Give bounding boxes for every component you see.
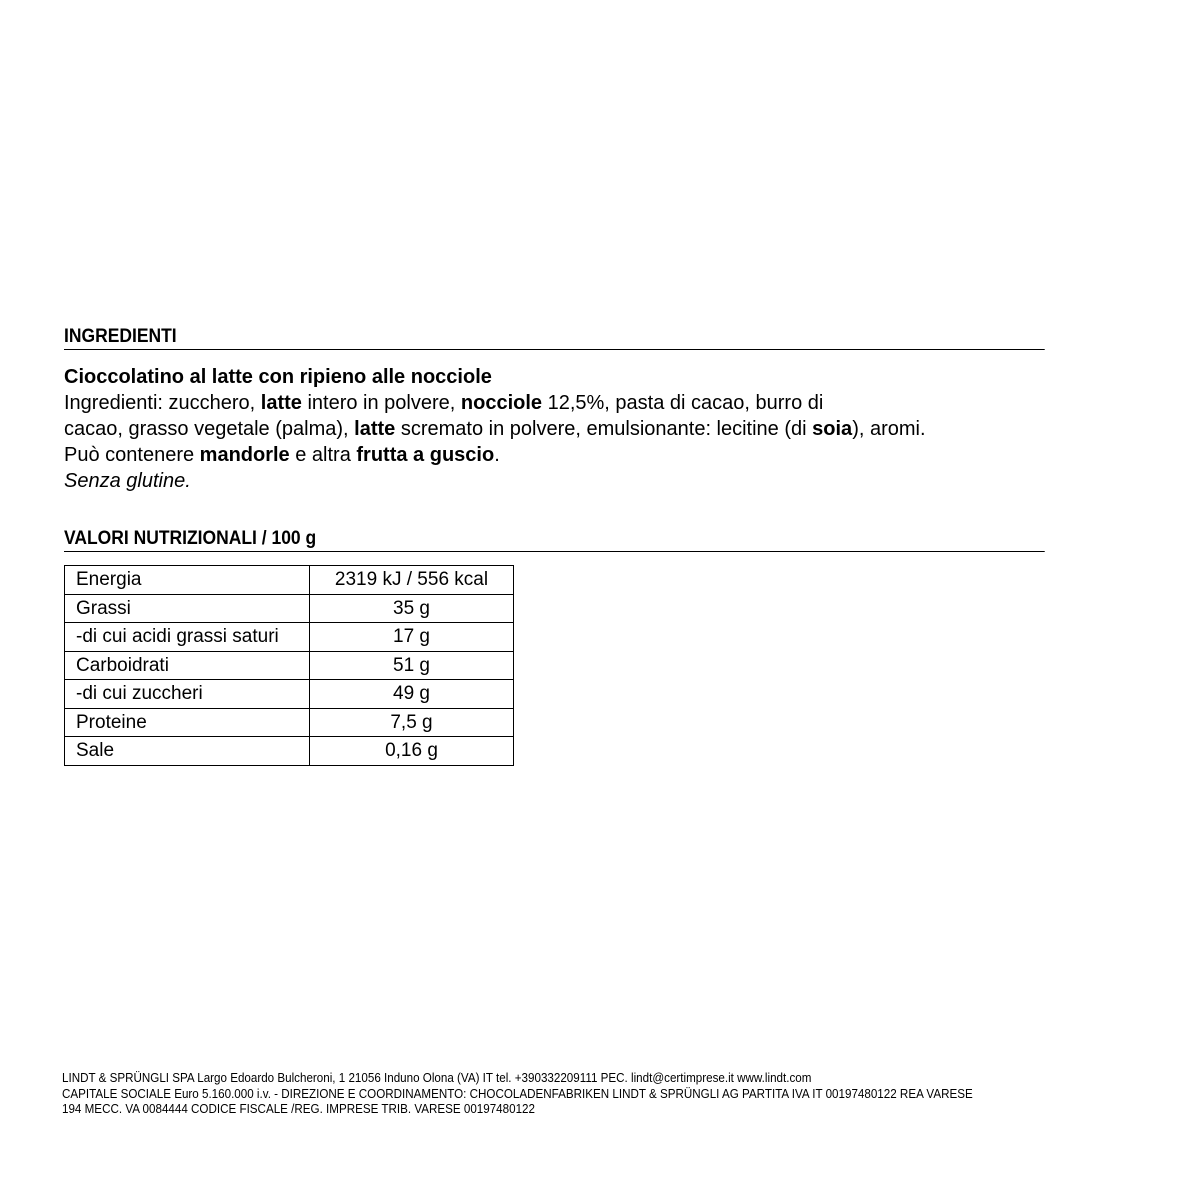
nutrient-label: -di cui acidi grassi saturi: [65, 623, 310, 652]
nutrient-label: Carboidrati: [65, 651, 310, 680]
footer-line-1: LINDT & SPRÜNGLI SPA Largo Edoardo Bulcheroni, 1 21056 Induno Olona (VA) IT tel. +390332209111 PEC. lindt@certimprese.it www.lindt.com: [62, 1071, 812, 1085]
text-segment: cacao, grasso vegetale (palma),: [64, 418, 355, 440]
ingredients-block: [64, 364, 1130, 494]
text-segment: scremato in polvere, emulsionante: lecitine (di: [395, 418, 813, 440]
nutrient-value: 7,5 g: [310, 708, 514, 737]
ingredients-heading: INGREDIENTI: [64, 326, 1045, 350]
nutrient-value: 51 g: [310, 651, 514, 680]
table-row: [65, 651, 514, 680]
text-segment: intero in polvere,: [301, 392, 461, 414]
table-row: [65, 623, 514, 652]
nutrient-label: Grassi: [65, 594, 310, 623]
nutrient-label: Proteine: [65, 708, 310, 737]
text-segment: latte: [354, 418, 396, 440]
table-row: [65, 680, 514, 709]
company-footer: [62, 1071, 1085, 1118]
footer-line-2: CAPITALE SOCIALE Euro 5.160.000 i.v. - DIREZIONE E COORDINAMENTO: CHOCOLADENFABRIKEN LINDT & SPRÜNGLI AG PARTITA IVA IT 00197480122 REA VARESE: [62, 1086, 973, 1101]
text-segment: latte: [260, 392, 302, 414]
table-row: [65, 566, 514, 595]
nutrition-table: [64, 565, 514, 766]
nutrient-label: -di cui zuccheri: [65, 680, 310, 709]
table-row: [65, 737, 514, 766]
text-segment: mandorle: [199, 444, 290, 466]
nutrient-value: 35 g: [310, 594, 514, 623]
text-segment: .: [494, 444, 500, 466]
nutrient-label: Sale: [65, 737, 310, 766]
footer-line-3: 194 MECC. VA 0084444 CODICE FISCALE /REG. IMPRESE TRIB. VARESE 00197480122: [62, 1102, 535, 1116]
nutrient-value: 0,16 g: [310, 737, 514, 766]
text-segment: nocciole: [460, 392, 543, 414]
ingredients-line-1: [64, 390, 1130, 416]
nutrient-value: 49 g: [310, 680, 514, 709]
gluten-free-note: Senza glutine.: [64, 470, 191, 492]
text-segment: 12,5%, pasta di cacao, burro di: [542, 392, 824, 414]
table-row: [65, 708, 514, 737]
text-segment: Può contenere: [64, 444, 200, 466]
nutrition-heading: VALORI NUTRIZIONALI / 100 g: [64, 528, 1045, 552]
nutrient-label: Energia: [65, 566, 310, 595]
nutrient-value: 2319 kJ / 556 kcal: [310, 566, 514, 595]
text-segment: ), aromi.: [852, 418, 926, 440]
nutrient-value: 17 g: [310, 623, 514, 652]
text-segment: frutta a guscio: [356, 444, 495, 466]
text-segment: e altra: [289, 444, 357, 466]
table-row: [65, 594, 514, 623]
ingredients-line-2: [64, 416, 1130, 442]
text-segment: soia: [812, 418, 853, 440]
allergen-note: [64, 442, 1130, 468]
product-name: Cioccolatino al latte con ripieno alle nocciole: [64, 366, 492, 388]
text-segment: Ingredienti: zucchero,: [64, 392, 261, 414]
